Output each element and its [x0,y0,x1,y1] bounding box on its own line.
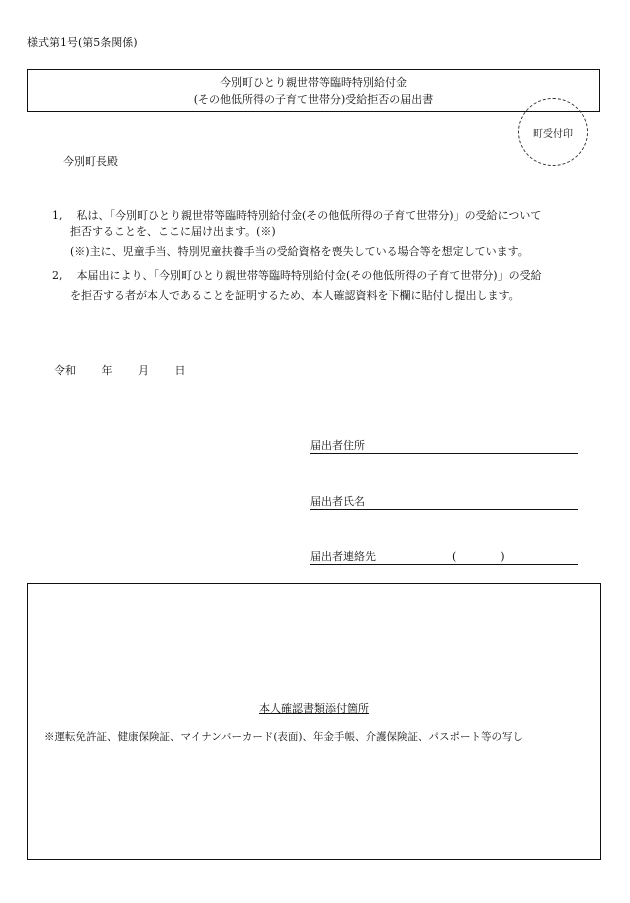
reception-stamp-area [518,98,588,166]
attachment-heading [28,700,600,716]
item-1 [52,208,541,224]
item-1-note: (※)主に、児童手当、特別児童扶養手当の受給資格を喪失している場合等を想定しています。 [70,245,529,258]
applicant-address-field[interactable] [310,437,578,454]
applicant-address-label: 届出者住所 [310,439,365,452]
item-2-line2: を拒否する者が本人であることを証明するため、本人確認資料を下欄に貼付し提出します。 [70,289,520,302]
item-2-line1: 本届出により、「今別町ひとり親世帯等臨時特別給付金(その他低所得の子育て世帯分)」の受給 [76,269,542,282]
attachment-note: ※運転免許証、健康保険証、マイナンバーカード(表面)、年金手帳、介護保険証、パスポート等の写し [44,731,524,743]
date-day: 日 [174,364,186,377]
item-1-number: 1, [52,209,63,222]
item-1-line1: 私は、「今別町ひとり親世帯等臨時特別給付金(その他低所得の子育て世帯分)」の受給について [76,209,542,222]
applicant-contact-field[interactable] [310,548,578,565]
item-1-line2: 拒否することを、ここに届け出ます。(※) [70,225,276,238]
date-month: 月 [138,364,149,377]
form-title-box [27,69,600,112]
id-document-attachment-area [27,583,601,860]
date-era: 令和 [54,364,76,377]
applicant-name-field[interactable] [310,493,578,510]
item-2-number: 2, [52,269,63,282]
addressee: 今別町長殿 [63,155,118,168]
date-line [54,362,208,378]
applicant-name-label: 届出者氏名 [310,495,365,508]
applicant-contact-label: 届出者連絡先 [310,550,376,563]
form-number: 様式第1号(第5条関係) [27,36,138,49]
form-title-line2: (その他低所得の子育て世帯分)受給拒否の届出書 [193,93,434,106]
item-2 [52,268,542,284]
attachment-heading-text: 本人確認書類添付箇所 [259,702,369,715]
date-year: 年 [101,364,113,377]
reception-stamp-label: 町受付印 [533,128,573,140]
applicant-contact-parens: ( ) [452,550,505,563]
form-title-line1: 今別町ひとり親世帯等臨時特別給付金 [220,76,407,89]
